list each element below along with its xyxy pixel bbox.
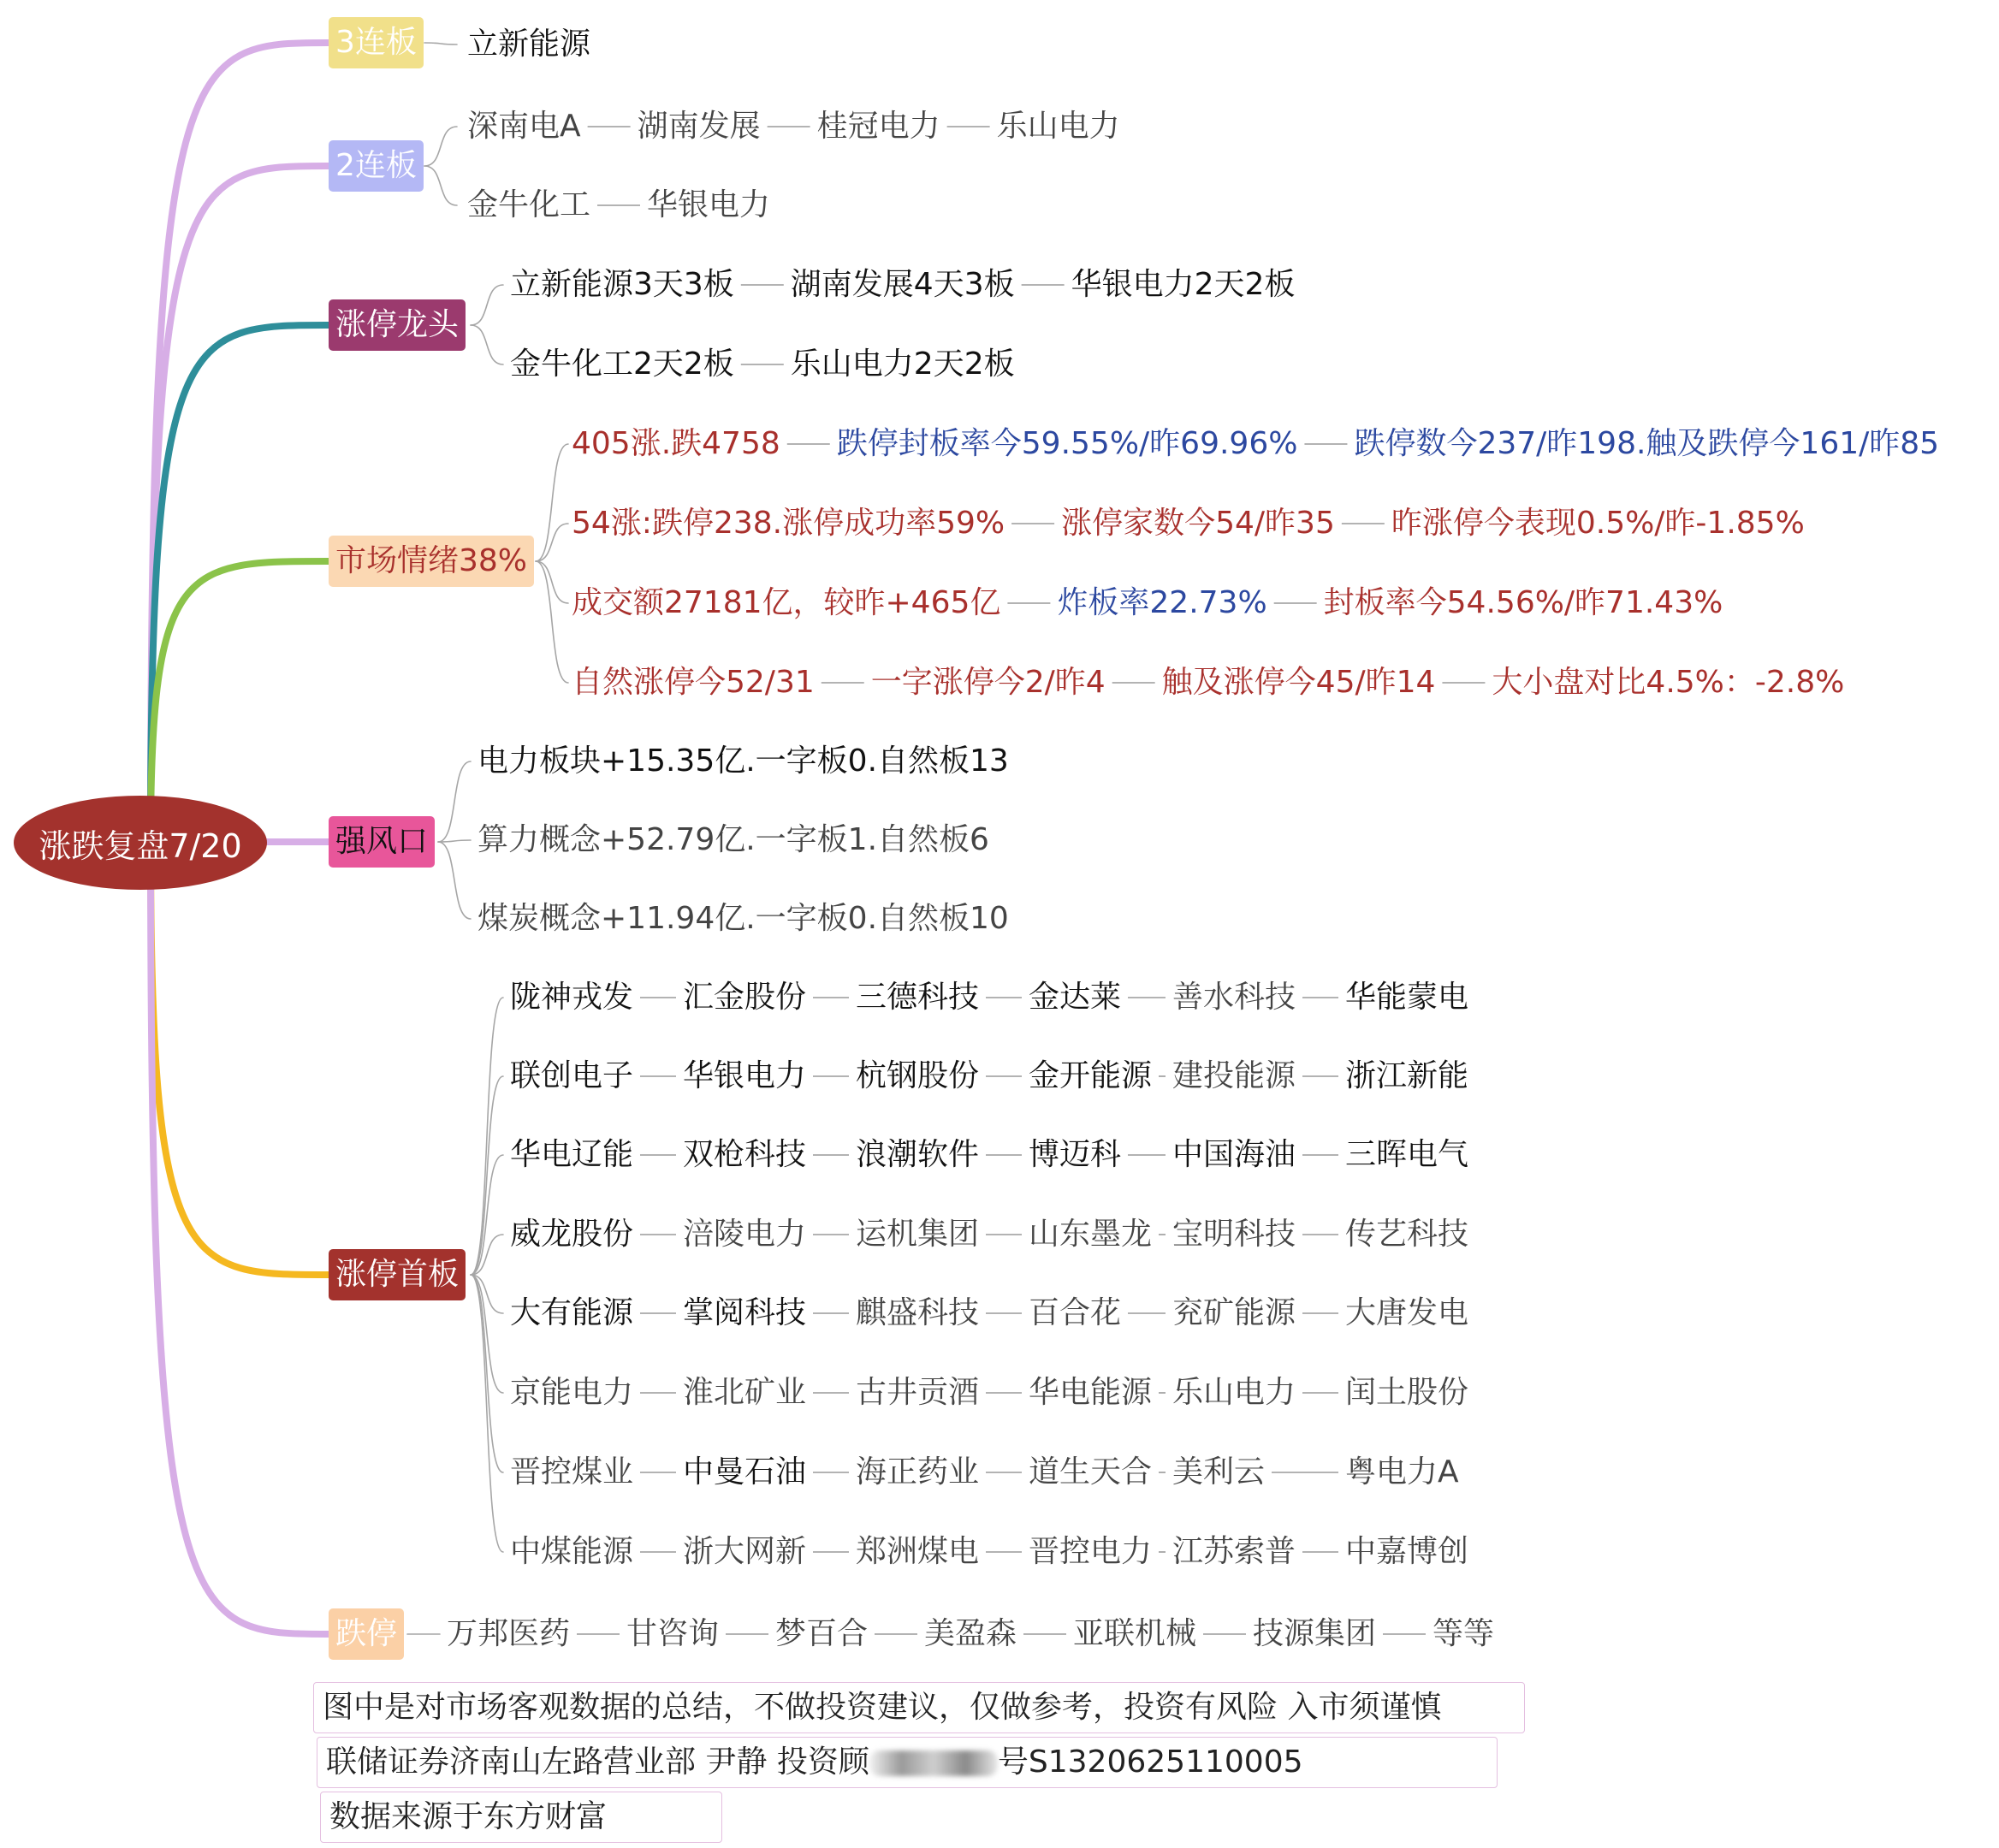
author-suffix: 号S1320625110005 [997,1744,1303,1780]
leaf-node: 华银电力 [647,187,771,222]
leaf-node: 淮北矿业 [683,1375,807,1410]
center-label: 涨跌复盘7/20 [39,826,242,865]
leaf-node: 算力概念+52.79亿.一字板1.自然板6 [478,822,989,857]
leaf-node: 浙江新能 [1345,1058,1469,1093]
leaf-node: 浪潮软件 [856,1137,980,1172]
leaf-node: 昨涨停今表现0.5%/昨-1.85% [1391,506,1805,541]
branch-c7 [151,843,329,1634]
leaf-node: 涪陵电力 [683,1217,807,1252]
leaf-node: 一字涨停今2/昨4 [870,665,1106,700]
leaf-node: 麒盛科技 [856,1295,980,1330]
leaf-node: 技源集团 [1253,1616,1377,1651]
leaf-node: 梦百合 [775,1616,869,1651]
row-connector [424,127,457,166]
row-connector [424,166,457,205]
leaf-node: 汇金股份 [683,980,807,1015]
leaf-node: 乐山电力2天2板 [790,346,1015,382]
leaf-node: 中嘉博创 [1345,1534,1469,1569]
leaf-node: 晋控煤业 [510,1454,634,1490]
source-text: 数据来源于东方财富 [329,1799,608,1834]
leaf-node: 大有能源 [510,1295,634,1330]
leaf-node: 道生天合 [1029,1454,1153,1490]
leaf-node: 成交额27181亿，较昨+465亿 [572,585,1001,620]
row-connector [536,561,568,683]
row-connector [471,1275,503,1552]
leaf-node: 湖南发展4天3板 [790,267,1015,302]
leaf-node: 运机集团 [856,1217,980,1252]
leaf-node: 建投能源 [1172,1058,1296,1093]
leaf-node: 古井贡酒 [856,1375,980,1410]
row-connector [536,561,568,603]
leaf-node: 美利云 [1172,1454,1266,1490]
leaf-node: 威龙股份 [510,1217,634,1252]
leaf-node: 晋控电力 [1029,1534,1153,1569]
leaf-node: 郑洲煤电 [856,1534,980,1569]
leaf-node: 宝明科技 [1172,1217,1296,1252]
leaf-node: 电力板块+15.35亿.一字板0.自然板13 [478,743,1009,779]
branch-c6 [151,843,329,1275]
category-c7: 跌停 [329,1608,404,1660]
leaf-node: 华能蒙电 [1345,980,1469,1015]
disclaimer-text: 图中是对市场客观数据的总结，不做投资建议，仅做参考，投资有风险 入市须谨慎 [323,1690,1442,1725]
leaf-node: 405涨.跌4758 [572,426,780,461]
category-c2: 2连板 [329,140,424,192]
row-connector [471,1275,503,1472]
row-connector [471,325,503,364]
leaf-node: 亚联机械 [1073,1616,1197,1651]
leaf-node: 立新能源 [467,27,591,62]
branch-c2 [151,166,329,843]
category-c3: 涨停龙头 [329,299,466,351]
leaf-node: 掌阅科技 [683,1295,807,1330]
leaf-node: 乐山电力 [1172,1375,1296,1410]
leaf-node: 中曼石油 [683,1454,807,1490]
leaf-node: 触及涨停今45/昨14 [1161,665,1436,700]
leaf-node: 跌停封板率今59.55%/昨69.96% [836,426,1298,461]
leaf-node: 自然涨停今52/31 [572,665,815,700]
leaf-node: 中煤能源 [510,1534,634,1569]
leaf-node: 粤电力A [1345,1454,1459,1490]
leaf-node: 甘咨询 [626,1616,720,1651]
branch-c1 [151,43,329,843]
leaf-node: 海正药业 [856,1454,980,1490]
leaf-node: 金达莱 [1029,980,1122,1015]
redacted-blur [869,1750,998,1776]
leaf-node: 华银电力 [683,1058,807,1093]
leaf-node: 万邦医药 [447,1616,571,1651]
leaf-node: 博迈科 [1029,1137,1122,1172]
leaf-node: 封板率今54.56%/昨71.43% [1323,585,1723,620]
category-c6: 涨停首板 [329,1249,466,1300]
leaf-node: 百合花 [1029,1295,1122,1330]
leaf-node: 善水科技 [1172,980,1296,1015]
leaf-node: 杭钢股份 [856,1058,980,1093]
leaf-node: 美盈森 [924,1616,1017,1651]
leaf-node: 等等 [1433,1616,1495,1651]
disclaimer-box [313,1682,1525,1733]
source-box [320,1792,722,1843]
leaf-node: 炸板率22.73% [1057,585,1267,620]
leaf-node: 乐山电力 [996,109,1120,144]
leaf-node: 联创电子 [510,1058,634,1093]
leaf-node: 立新能源3天3板 [510,267,734,302]
leaf-node: 闰土股份 [1345,1375,1469,1410]
row-connector [471,1076,503,1275]
category-c5: 强风口 [329,816,435,868]
leaf-node: 中国海油 [1172,1137,1296,1172]
row-connector [471,285,503,325]
leaf-node: 湖南发展 [637,109,761,144]
leaf-node: 华电能源 [1029,1375,1153,1410]
leaf-node: 兖矿能源 [1172,1295,1296,1330]
leaf-node: 浙大网新 [683,1534,807,1569]
leaf-node: 涨停家数今54/昨35 [1061,506,1335,541]
leaf-node: 华电辽能 [510,1137,634,1172]
center-node [14,796,267,890]
leaf-node: 金牛化工2天2板 [510,346,734,382]
row-connector [424,43,457,44]
row-connector [438,842,471,919]
leaf-node: 江苏索普 [1172,1534,1296,1569]
author-prefix: 联储证券济南山左路营业部 尹静 投资顾 [326,1744,869,1780]
leaf-node: 大唐发电 [1345,1295,1469,1330]
leaf-node: 跌停数今237/昨198.触及跌停今161/昨85 [1354,426,1940,461]
leaf-node: 深南电A [467,109,581,144]
branch-c3 [151,325,329,843]
leaf-node: 大小盘对比4.5%：-2.8% [1492,665,1845,700]
leaf-node: 金牛化工 [467,187,591,222]
leaf-node: 桂冠电力 [816,109,940,144]
author-box [317,1737,1498,1788]
leaf-node: 山东墨龙 [1029,1217,1153,1252]
category-c4: 市场情绪38% [329,536,534,587]
leaf-node: 金开能源 [1029,1058,1153,1093]
leaf-node: 三德科技 [856,980,980,1015]
leaf-node: 传艺科技 [1345,1217,1469,1252]
row-connector [471,998,503,1275]
leaf-node: 双枪科技 [683,1137,807,1172]
leaf-node: 三晖电气 [1345,1137,1469,1172]
leaf-node: 陇神戎发 [510,980,634,1015]
leaf-node: 54涨:跌停238.涨停成功率59% [572,506,1005,541]
row-connector [438,761,471,842]
leaf-node: 煤炭概念+11.94亿.一字板0.自然板10 [478,901,1009,936]
row-connector [536,524,568,561]
category-c1: 3连板 [329,17,424,68]
leaf-node: 华银电力2天2板 [1071,267,1296,302]
leaf-node: 京能电力 [510,1375,634,1410]
